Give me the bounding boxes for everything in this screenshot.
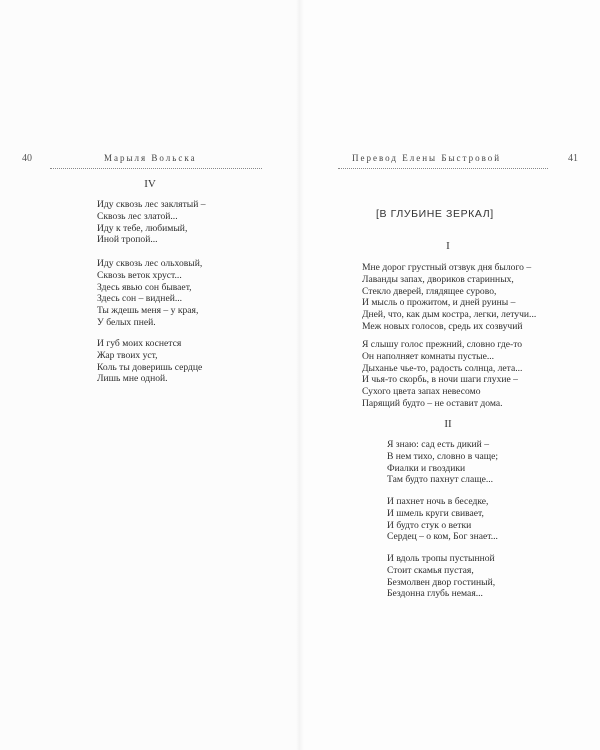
left-running-head: Марыля Вольска <box>104 153 197 163</box>
left-stanza-1 <box>97 199 206 246</box>
poem-line: Жар твоих уст, <box>97 349 158 361</box>
right-part1-stanza-1 <box>362 262 536 333</box>
poem-line: Сердец – о ком, Бог знает... <box>387 531 498 543</box>
poem-line: Сквозь веток хруст... <box>97 269 182 281</box>
poem-line: Он наполняет комнаты пустые... <box>362 350 495 362</box>
poem-line: Парящий будто – не оставит дома. <box>362 397 503 409</box>
poem-line: Дней, что, как дым костра, легки, летучи... <box>362 309 537 321</box>
poem-line: Меж новых голосов, средь их созвучий <box>362 320 523 332</box>
right-section-number-1: I <box>446 240 450 252</box>
poem-title: [В ГЛУБИНЕ ЗЕРКАЛ] <box>376 208 494 220</box>
poem-line: Фиалки и гвоздики <box>387 462 466 474</box>
poem-line: В нем тихо, словно в чаще; <box>387 450 499 462</box>
poem-line: И чья-то скорбь, в ночи шаги глухие – <box>362 374 518 386</box>
poem-line: Иной тропой... <box>97 234 158 246</box>
poem-line: Безмолвен двор гостиный, <box>387 576 496 588</box>
left-stanza-3 <box>97 338 202 385</box>
poem-line: Стекло дверей, глядящее сурово, <box>362 285 497 297</box>
poem-line: И шмель круги свивает, <box>387 507 484 519</box>
poem-line: Иду сквозь лес ольховый, <box>97 258 203 269</box>
poem-line: Иду сквозь лес заклятый – <box>97 199 206 210</box>
right-header-rule <box>338 168 548 169</box>
poem-line: Там будто пахнут слаще... <box>387 474 494 486</box>
poem-line: Сухого цвета запах невесомо <box>362 386 481 398</box>
poem-line: Дыханье чье-то, радость солнца, лета... <box>362 362 523 374</box>
right-running-head: Перевод Елены Быстровой <box>352 153 502 163</box>
poem-line: И мысль о прожитом, и дней руины – <box>362 297 516 309</box>
left-page-number: 40 <box>22 153 32 164</box>
poem-line: И вдоль тропы пустынной <box>387 553 495 564</box>
poem-line: Лаванды запах, двориков старинных, <box>362 273 514 285</box>
poem-line: И губ моих коснется <box>97 338 182 349</box>
right-part1-stanza-2 <box>362 339 522 410</box>
poem-line: Мне дорог грустный отзвук дня былого – <box>362 262 532 273</box>
right-part2-stanza-3 <box>387 553 495 600</box>
right-part2-stanza-1 <box>387 439 498 486</box>
poem-line: Бездонна глубь немая... <box>387 588 483 600</box>
right-section-number-2: II <box>444 418 452 430</box>
poem-line: И пахнет ночь в беседке, <box>387 496 489 507</box>
poem-line: Лишь мне одной. <box>97 373 168 385</box>
right-page-number: 41 <box>568 153 578 164</box>
poem-line: Коль ты доверишь сердце <box>97 361 203 373</box>
poem-line: Я знаю: сад есть дикий – <box>387 439 489 450</box>
poem-line: У белых пней. <box>97 316 156 328</box>
poem-line: Стоит скамья пустая, <box>387 564 474 576</box>
poem-line: Я слышу голос прежний, словно где-то <box>362 339 523 350</box>
poem-line: Ты ждешь меня – у края, <box>97 305 199 317</box>
book-gutter <box>296 0 304 750</box>
poem-line: И будто стук о ветки <box>387 519 472 531</box>
left-stanza-2 <box>97 258 202 329</box>
poem-line: Здесь сон – видней... <box>97 293 183 305</box>
poem-line: Иду к тебе, любимый, <box>97 222 188 234</box>
left-section-number: IV <box>144 178 156 190</box>
poem-line: Сквозь лес златой... <box>97 210 178 222</box>
right-part2-stanza-2 <box>387 496 498 543</box>
left-header-rule <box>50 168 262 169</box>
poem-line: Здесь явью сон бывает, <box>97 281 192 293</box>
